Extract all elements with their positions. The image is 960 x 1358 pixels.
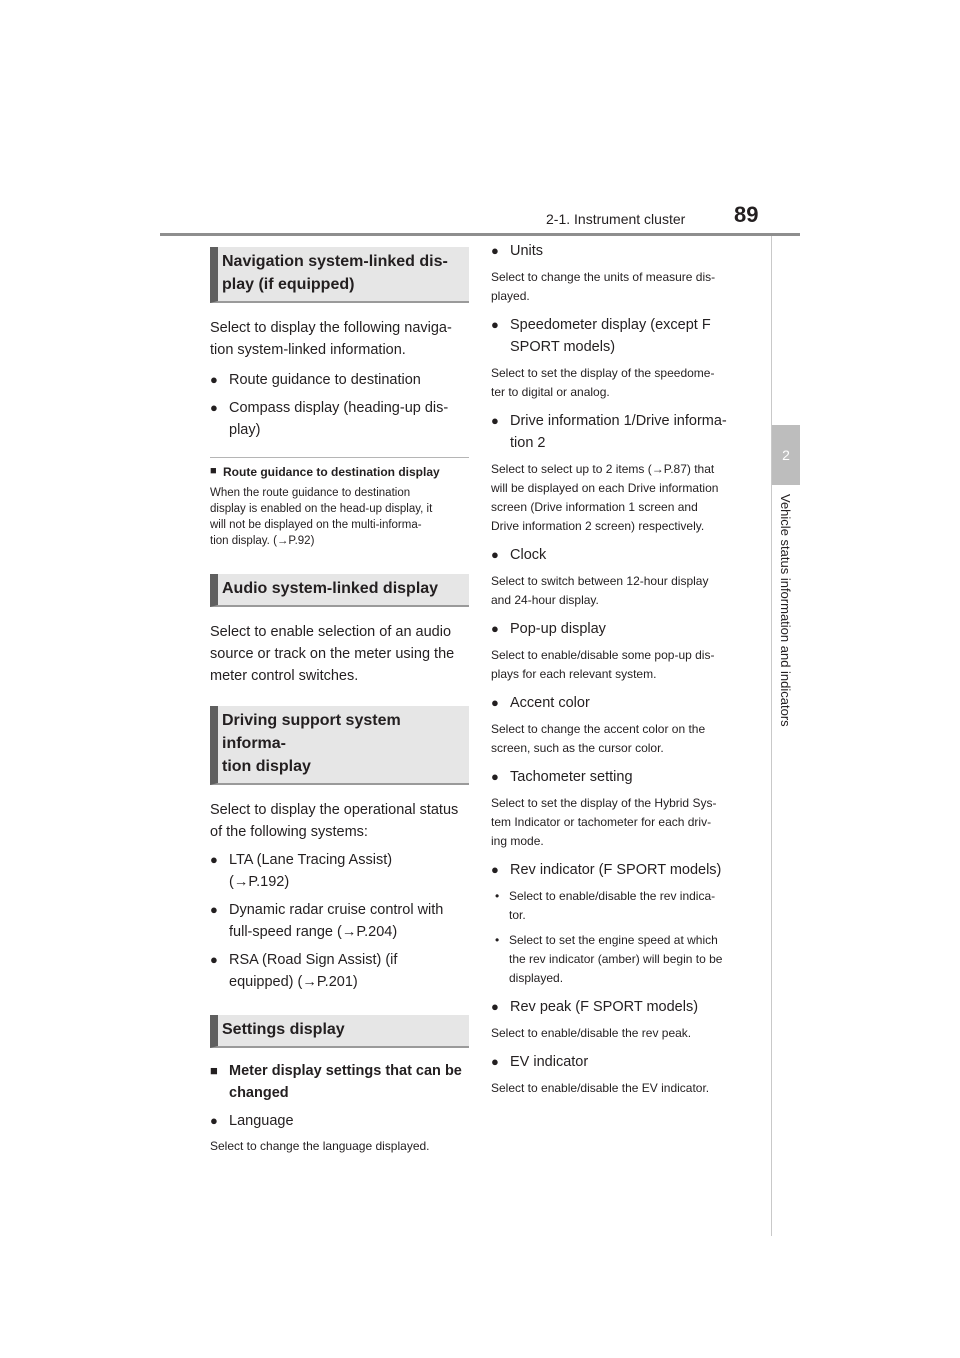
bullet-icon: ● [491, 317, 499, 332]
bullet-icon: ● [491, 243, 499, 258]
bullet-icon: ● [210, 852, 218, 867]
setting-item-accent [491, 692, 745, 714]
list-item-text: Language [229, 1113, 294, 1129]
meter-subheading-text: Meter display settings that can be changed [229, 1063, 462, 1101]
setting-item-speedometer [491, 314, 745, 358]
setting-item-units [491, 240, 745, 262]
setting-desc: Select to enable/disable the EV indicator. [491, 1081, 710, 1095]
list-item [210, 899, 469, 943]
settings-heading: Settings display [210, 1015, 469, 1048]
square-icon: ■ [210, 1063, 218, 1078]
setting-item-popup [491, 618, 745, 640]
setting-desc: Select to change the accent color on the screen, such as the cursor color. [491, 722, 706, 755]
list-item-text: RSA (Road Sign Assist) (if equipped) (→P.201) [229, 952, 398, 990]
note-heading [210, 465, 469, 479]
audio-text: Select to enable selection of an audio source or track on the meter using the meter control switches. [210, 624, 455, 684]
setting-label: Speedometer display (except F SPORT models) [510, 317, 711, 355]
setting-label: Rev indicator (F SPORT models) [510, 862, 722, 878]
setting-item-clock [491, 544, 745, 566]
nav-intro: Select to display the following naviga- tion system-linked information. [210, 320, 452, 358]
chapter-tab: 2 [772, 425, 800, 485]
language-desc: Select to change the language displayed. [210, 1139, 430, 1153]
side-divider [771, 236, 772, 1236]
bullet-icon: ● [491, 769, 499, 784]
setting-label: Tachometer setting [510, 769, 633, 785]
bullet-icon: ● [210, 902, 218, 917]
setting-desc: Select to set the display of the Hybrid Sys- tem Indicator or tachometer for each driv- ing mode. [491, 796, 717, 848]
bullet-icon: ● [210, 952, 218, 967]
setting-desc: Select to enable/disable some pop-up dis- plays for each relevant system. [491, 648, 715, 681]
list-item [210, 369, 469, 391]
audio-heading: Audio system-linked display [210, 574, 469, 607]
right-column [491, 240, 745, 1098]
header-rule [160, 233, 800, 236]
section-title: 2-1. Instrument cluster [546, 211, 686, 227]
list-item [210, 397, 469, 441]
setting-item-drive-info [491, 410, 745, 454]
setting-desc: Select to set the display of the speedome- ter to digital or analog. [491, 366, 715, 399]
setting-desc: Select to select up to 2 items (→P.87) that will be displayed on each Drive information screen (Drive information 1 screen and Drive information 2 screen) respectively. [491, 462, 719, 533]
bullet-icon: ● [210, 372, 218, 387]
setting-label: Clock [510, 547, 547, 563]
sub-point-text: Select to set the engine speed at which the rev indicator (amber) will begin to be displayed. [509, 933, 723, 985]
square-icon: ■ [210, 465, 217, 477]
setting-label: EV indicator [510, 1054, 589, 1070]
setting-label: Pop-up display [510, 621, 606, 637]
meter-subheading [210, 1060, 469, 1104]
bullet-icon: ● [491, 999, 499, 1014]
list-item-text: Route guidance to destination [229, 372, 421, 388]
setting-desc: Select to change the units of measure dis- played. [491, 270, 716, 303]
list-item-text: Dynamic radar cruise control with full-speed range (→P.204) [229, 902, 444, 940]
left-column [210, 247, 469, 1156]
dot-icon: • [495, 889, 500, 903]
nav-heading: Navigation system-linked dis- play (if equipped) [210, 247, 469, 303]
bullet-icon: ● [491, 862, 499, 877]
list-item [210, 849, 469, 893]
setting-label: Drive information 1/Drive informa- tion 2 [510, 413, 727, 451]
bullet-icon: ● [491, 695, 499, 710]
bullet-icon: ● [491, 413, 499, 428]
bullet-icon: ● [491, 547, 499, 562]
chapter-title: Vehicle status information and indicators [778, 494, 793, 727]
setting-desc: Select to switch between 12-hour display and 24-hour display. [491, 574, 709, 607]
list-item [210, 1110, 469, 1132]
setting-item-rev-peak [491, 996, 745, 1018]
bullet-icon: ● [210, 400, 218, 415]
setting-label: Rev peak (F SPORT models) [510, 999, 699, 1015]
setting-label: Units [510, 243, 544, 259]
bullet-icon: ● [491, 621, 499, 636]
setting-item-tachometer [491, 766, 745, 788]
sub-point [491, 931, 745, 988]
list-item [210, 949, 469, 993]
note-heading-text: Route guidance to destination display [223, 465, 440, 479]
bullet-icon: ● [491, 1054, 499, 1069]
note-divider [210, 457, 469, 458]
setting-label: Accent color [510, 695, 590, 711]
setting-item-rev-indicator [491, 859, 745, 881]
sub-point [491, 887, 745, 925]
driving-heading: Driving support system informa- tion display [210, 706, 469, 785]
dot-icon: • [495, 933, 500, 947]
setting-item-ev [491, 1051, 745, 1073]
bullet-icon: ● [210, 1113, 218, 1128]
list-item-text: LTA (Lane Tracing Assist) (→P.192) [229, 852, 393, 890]
sub-point-text: Select to enable/disable the rev indica- tor. [509, 889, 716, 922]
page-number: 89 [734, 202, 759, 227]
setting-desc: Select to enable/disable the rev peak. [491, 1026, 692, 1040]
driving-intro: Select to display the operational status of the following systems: [210, 802, 459, 840]
list-item-text: Compass display (heading-up dis- play) [229, 400, 449, 438]
note-text: When the route guidance to destination display is enabled on the head-up display, it will not be displayed on the multi-informa- tion display. (→P.92) [210, 487, 433, 547]
